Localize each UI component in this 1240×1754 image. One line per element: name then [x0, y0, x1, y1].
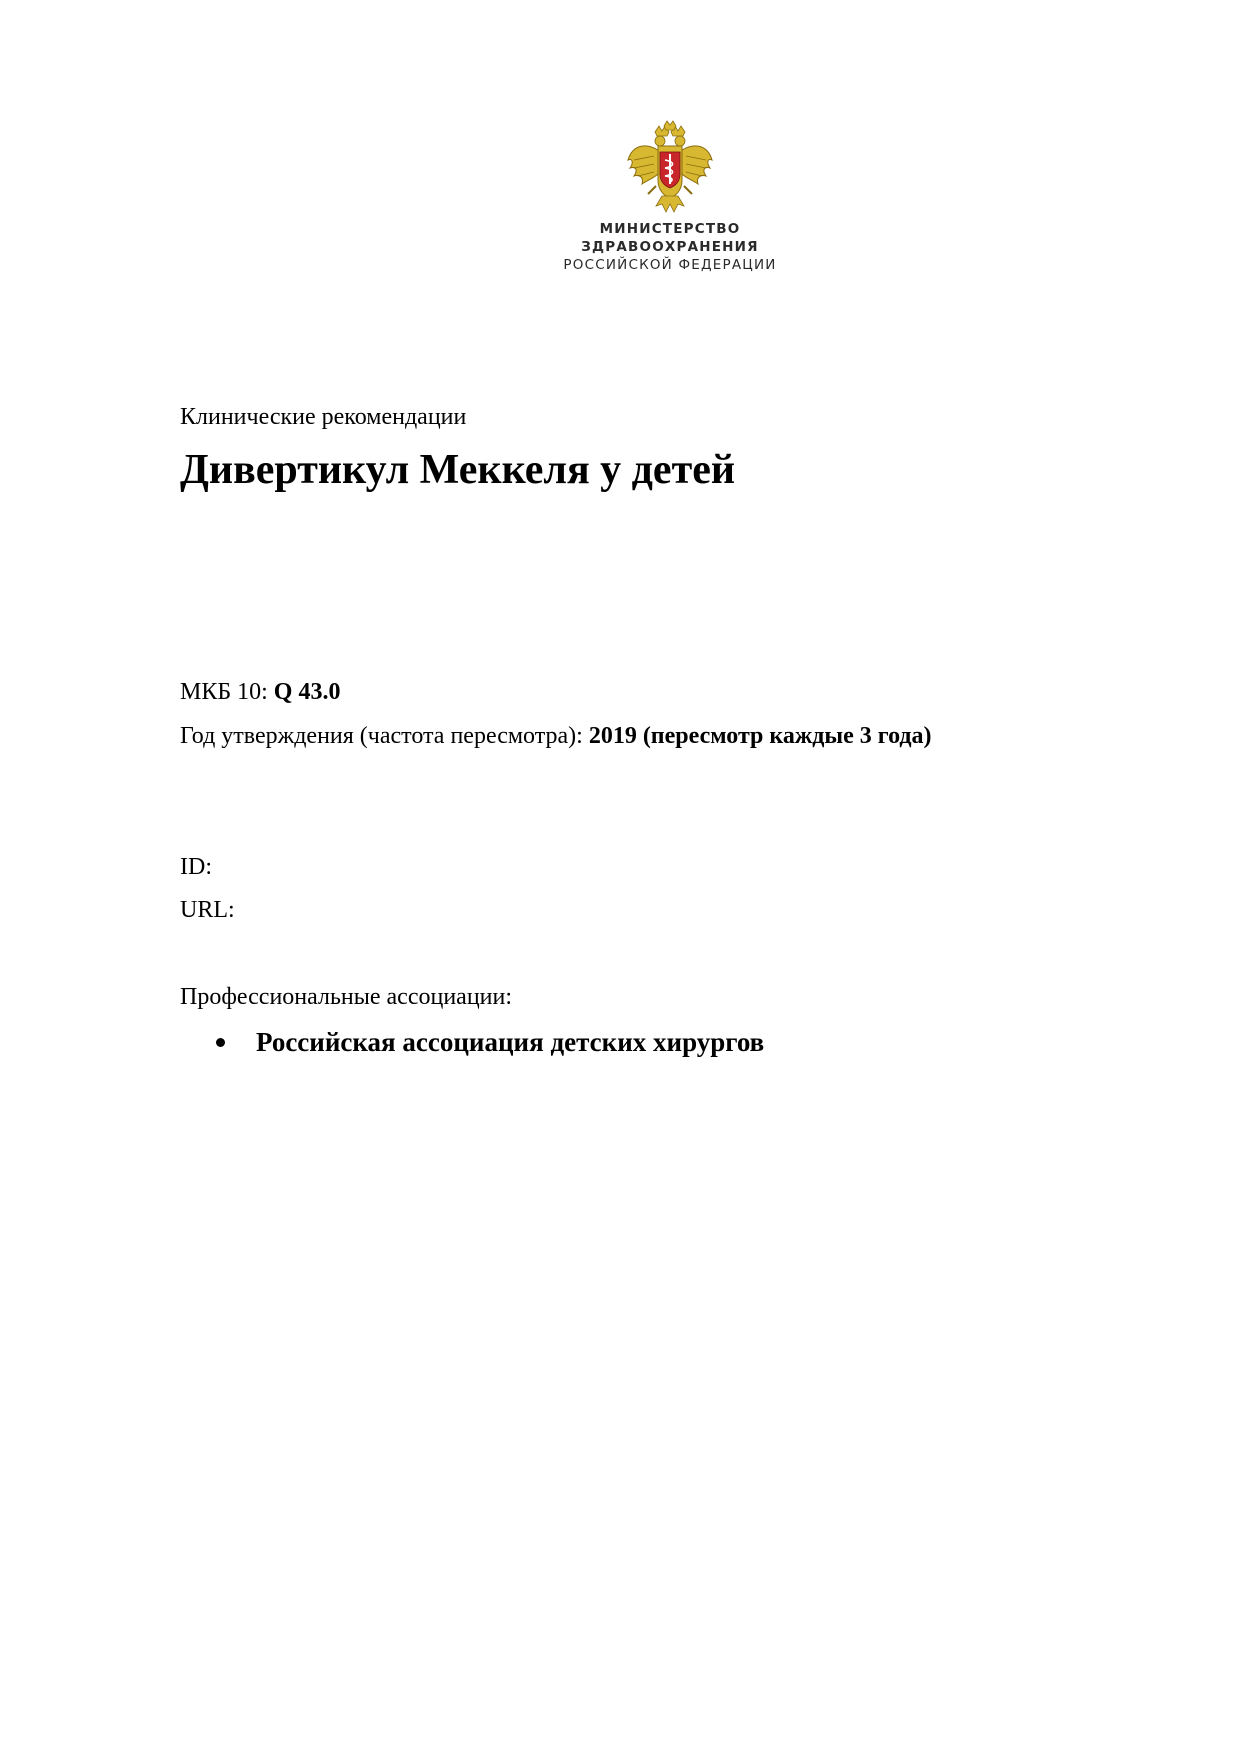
- mkb-label: МКБ 10:: [180, 679, 268, 705]
- mkb-value: Q 43.0: [273, 679, 341, 705]
- document-title: Дивертикул Меккеля у детей: [180, 447, 736, 493]
- document-type: Клинические рекомендации: [180, 404, 467, 430]
- associations-label: Профессиональные ассоциации:: [180, 984, 513, 1010]
- list-item: [180, 1024, 764, 1060]
- mkb-code-row: [180, 679, 340, 706]
- ministry-line-2: ЗДРАВООХРАНЕНИЯ: [581, 239, 759, 255]
- url-row: [180, 897, 235, 924]
- associations-list: [180, 1024, 764, 1060]
- ministry-line-3: РОССИЙСКОЙ ФЕДЕРАЦИИ: [563, 257, 777, 273]
- bullet-icon: [216, 1038, 225, 1047]
- url-label: URL:: [180, 897, 235, 923]
- id-label: ID:: [180, 854, 212, 880]
- ministry-name: [540, 220, 800, 274]
- id-row: [180, 854, 212, 881]
- year-value: 2019 (пересмотр каждые 3 года): [588, 723, 932, 749]
- approval-year-row: [180, 723, 932, 750]
- ministry-logo: [540, 112, 800, 272]
- double-headed-eagle-emblem-icon: [620, 120, 720, 220]
- ministry-line-1: МИНИСТЕРСТВО: [599, 221, 741, 237]
- association-name: Российская ассоциация детских хирургов: [256, 1027, 765, 1057]
- year-label: Год утверждения (частота пересмотра):: [180, 723, 583, 749]
